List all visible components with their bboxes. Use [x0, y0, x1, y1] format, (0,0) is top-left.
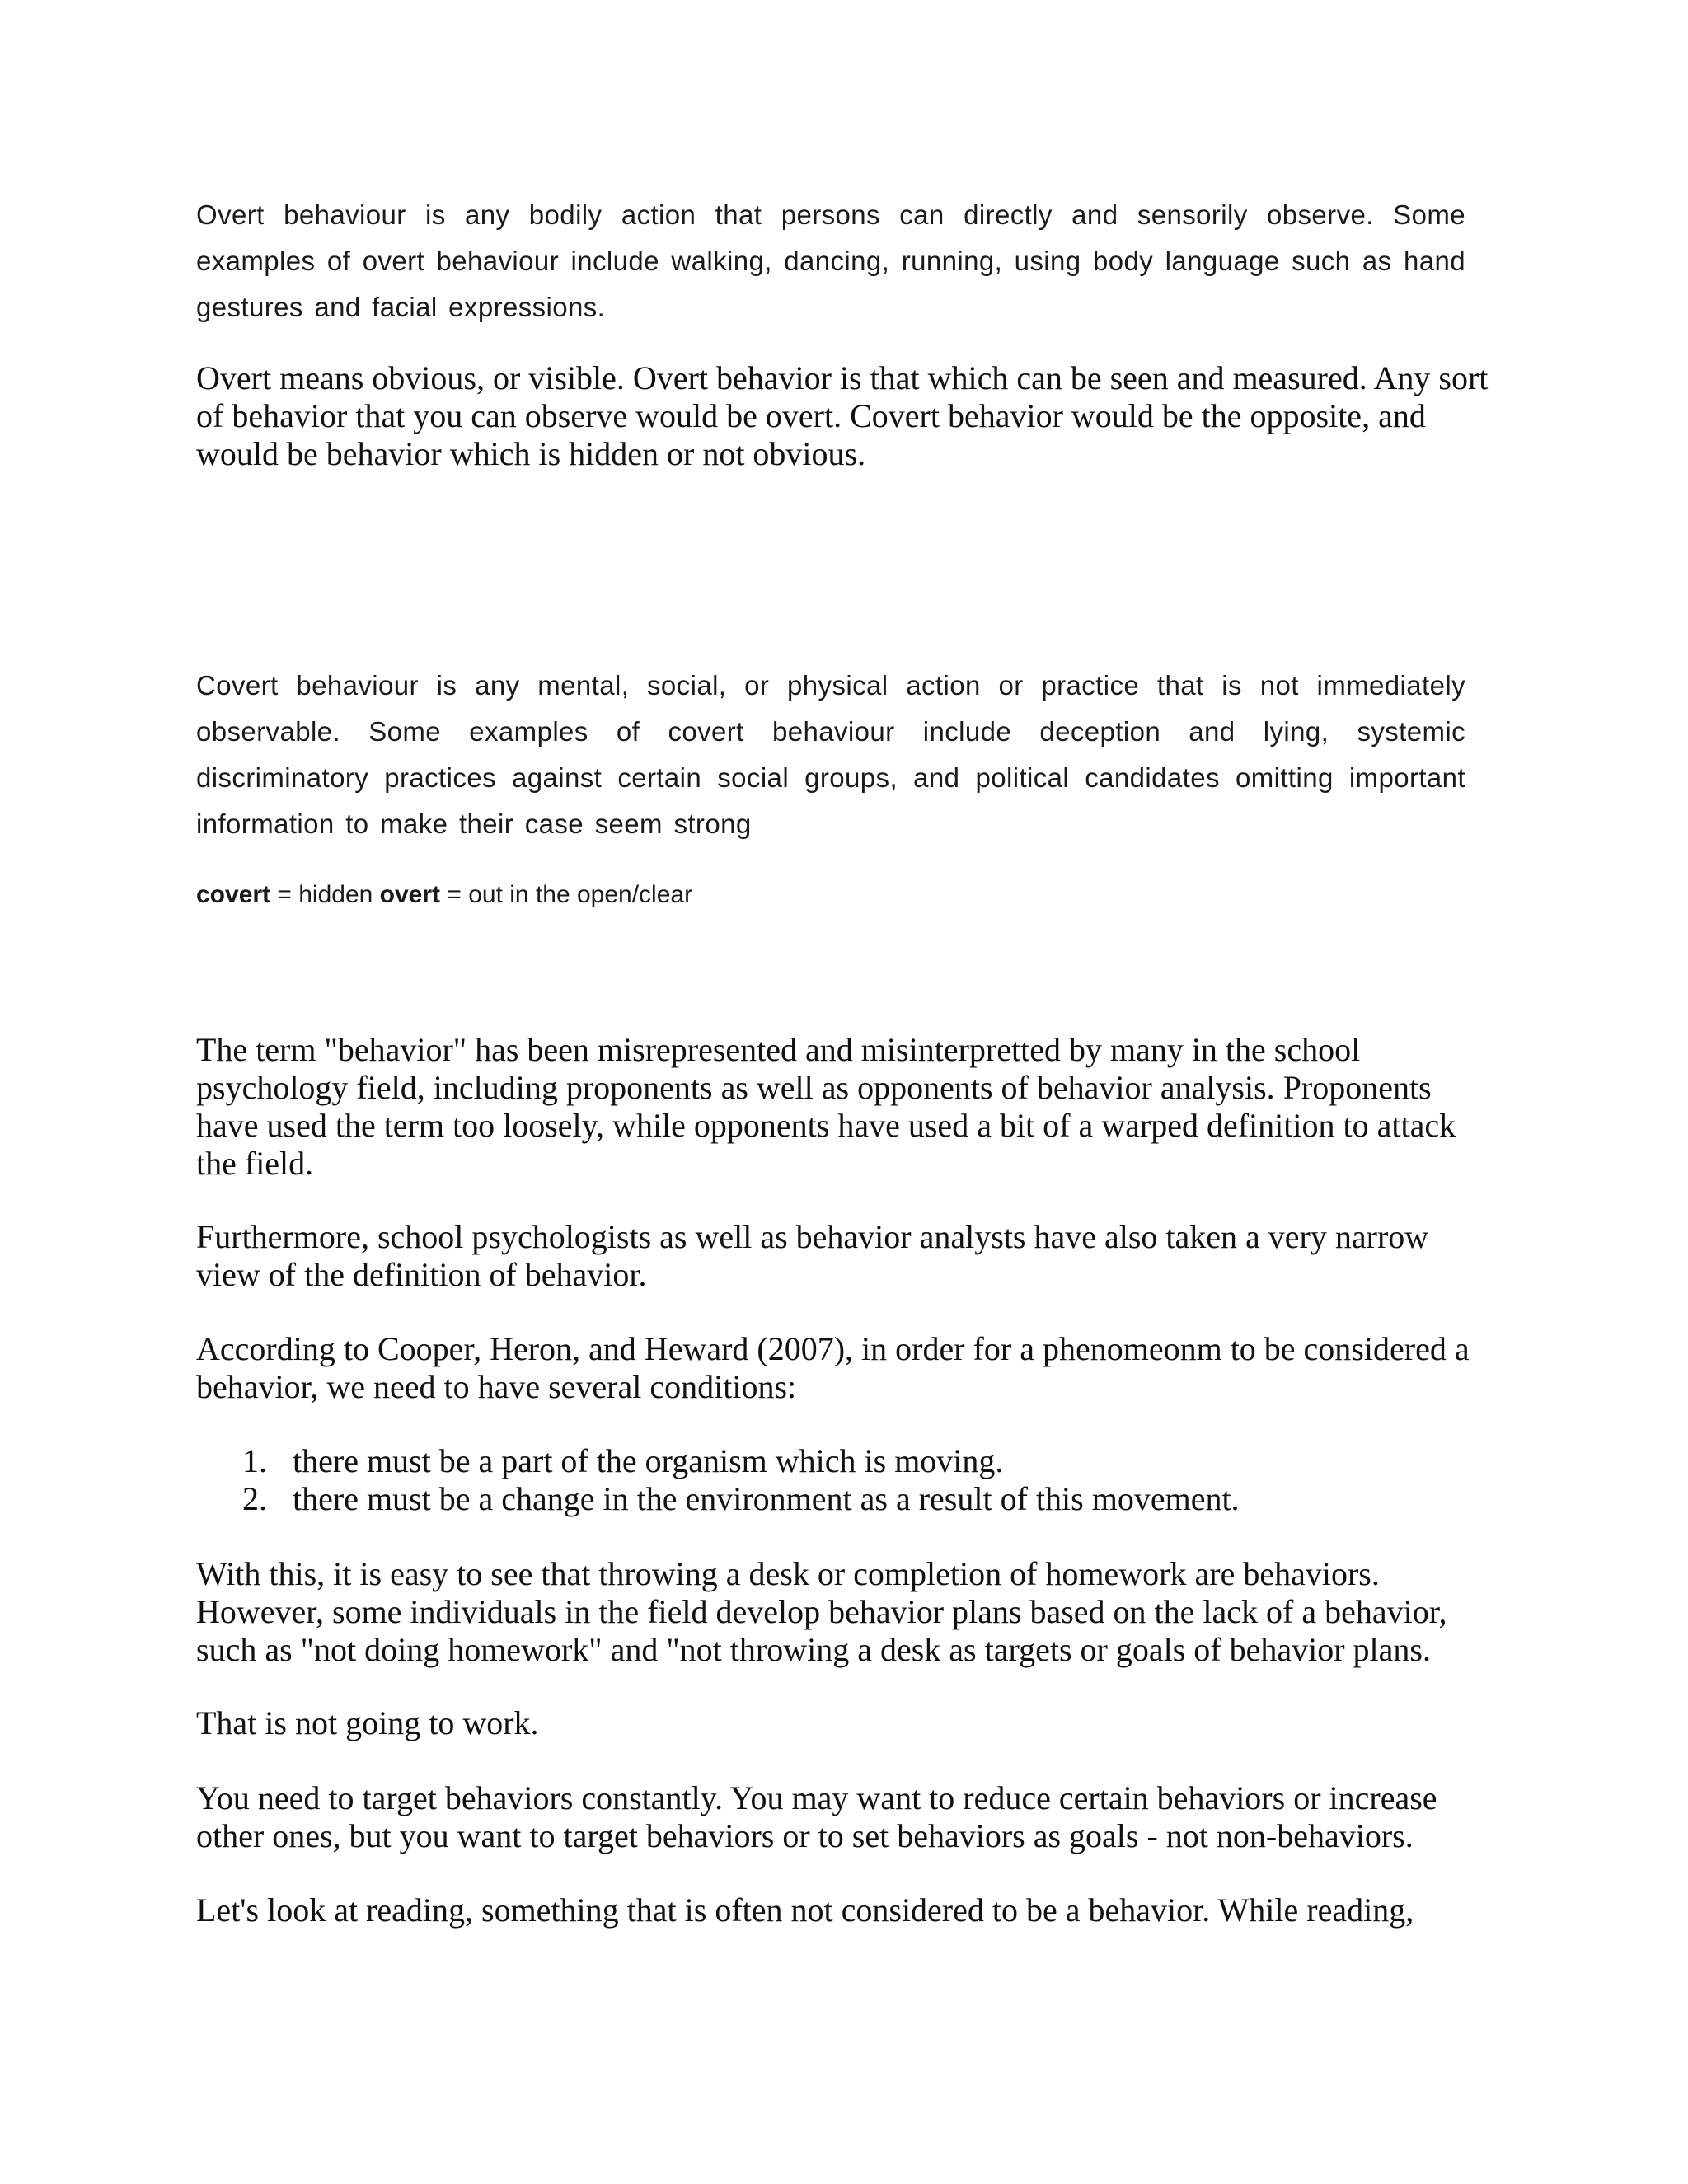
covert-meaning: = hidden	[270, 881, 380, 908]
list-item-text: there must be a change in the environment as a result of this movement.	[293, 1480, 1240, 1517]
according-paragraph: According to Cooper, Heron, and Heward (2007), in order for a phenomeonm to be considered a behavior, we need to have several conditions:	[196, 1330, 1470, 1405]
covert-definition-paragraph: Covert behaviour is any mental, social, or physical action or practice that is not immediately observable. Some examples of covert behaviour include deception and lying, systemic discriminatory practices against certain social groups, and political candidates omitting important information to make their case seem strong	[196, 670, 1465, 839]
overt-meaning: = out in the open/clear	[440, 881, 693, 908]
conditions-list	[196, 1442, 1490, 1518]
covert-overt-definitions-line	[196, 879, 1432, 912]
overt-term: overt	[379, 881, 441, 908]
with-this-paragraph: With this, it is easy to see that throwing a desk or completion of homework are behaviors. However, some individuals in the field develop behavior plans based on the lack of a behavior, such as "not doing homework" and "not throwing a desk as targets or goals of behavior plans.	[196, 1555, 1447, 1668]
list-item-text: there must be a part of the organism which is moving.	[293, 1442, 1004, 1479]
overt-means-paragraph: Overt means obvious, or visible. Overt behavior is that which can be seen and measured. Any sort of behavior that you can observe would be overt. Covert behavior would be the opposite, and would be behavior which is hidden or not obvious.	[196, 359, 1489, 472]
target-behaviors-paragraph: You need to target behaviors constantly. You may want to reduce certain behaviors or increase other ones, but you want to target behaviors or to set behaviors as goals - not non-behaviors.	[196, 1779, 1437, 1854]
list-item	[196, 1442, 1490, 1480]
covert-term: covert	[196, 881, 271, 908]
furthermore-paragraph: Furthermore, school psychologists as well as behavior analysts have also taken a very narrow view of the definition of behavior.	[196, 1218, 1429, 1293]
list-item-number: 2.	[242, 1480, 267, 1517]
not-going-to-work-paragraph: That is not going to work.	[196, 1704, 539, 1741]
term-behavior-paragraph: The term "behavior" has been misrepresented and misinterpretted by many in the school psychology field, including proponents as well as opponents of behavior analysis. Proponents have used the term too loosely, while opponents have used a bit of a warped definition to attack the field.	[196, 1031, 1456, 1182]
list-item	[196, 1480, 1490, 1518]
reading-paragraph: Let's look at reading, something that is often not considered to be a behavior. While reading,	[196, 1891, 1414, 1929]
overt-definition-paragraph: Overt behaviour is any bodily action that persons can directly and sensorily observe. Some examples of overt behaviour include walking, dancing, running, using body language such as hand gestures and facial expressions.	[196, 199, 1465, 322]
list-item-number: 1.	[242, 1442, 267, 1479]
